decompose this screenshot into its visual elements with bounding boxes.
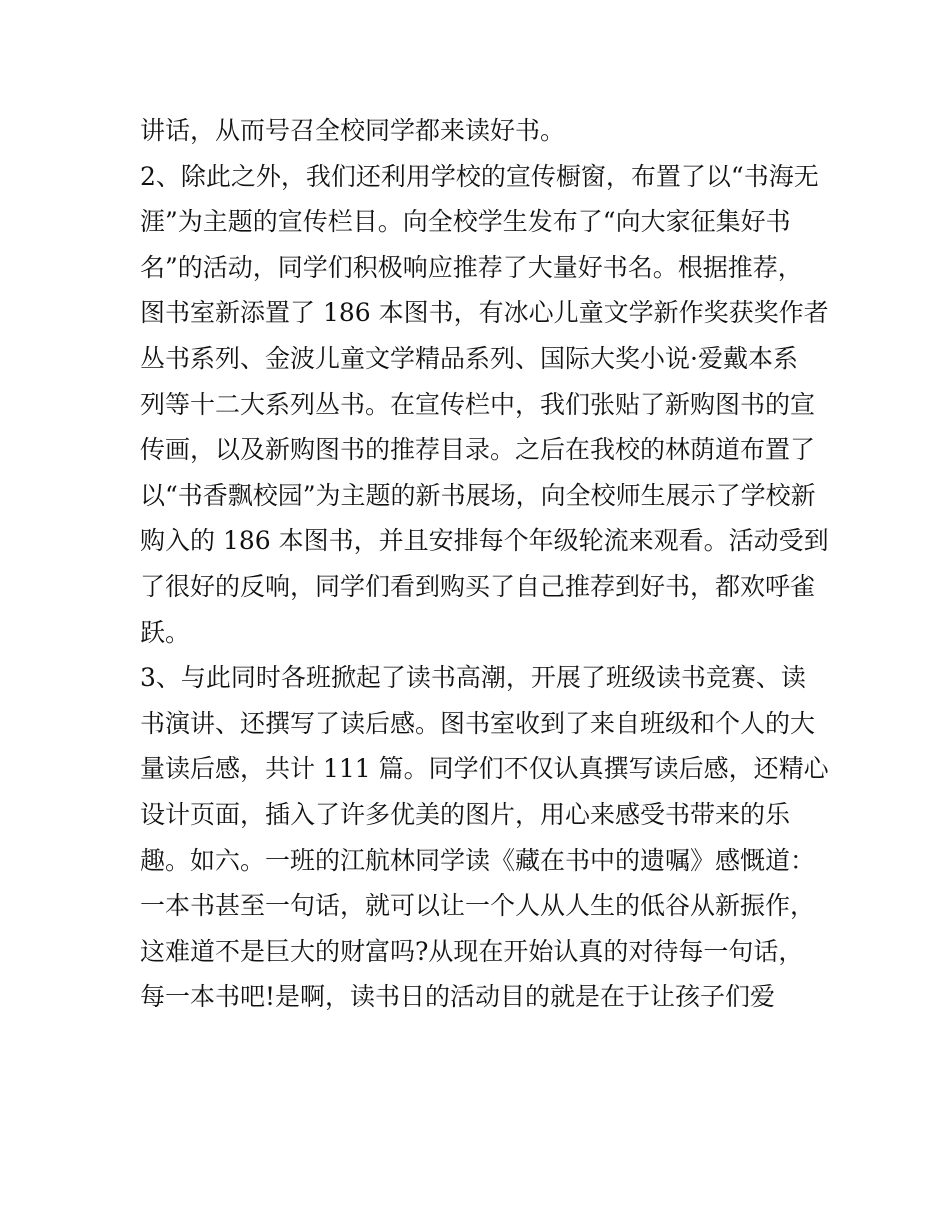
text-line: 图书室新添置了 186 本图书，有冰心儿童文学新作奖获奖作者 [140,298,829,328]
text-line: 这难道不是巨大的财富吗?从现在开始认真的对待每一句话， [140,936,804,966]
text-line: 趣。如六。一班的江航林同学读《藏在书中的遗嘱》感慨道： [140,845,816,875]
text-line: 购入的 186 本图书，并且安排每个年级轮流来观看。活动受到 [140,526,829,556]
text-line: 量读后感，共计 111 篇。同学们不仅认真撰写读后感，还精心 [140,754,829,784]
text-line: 讲话，从而号召全校同学都来读好书。 [140,116,566,145]
text-line: 一本书甚至一句话，就可以让一个人从人生的低谷从新振作， [140,891,816,921]
text-line: 了很好的反响，同学们看到购买了自己推荐到好书，都欢呼雀 [140,571,816,601]
body-text [140,108,829,1020]
text-line: 以“书香飘校园”为主题的新书展场，向全校师生展示了学校新 [140,480,816,510]
text-line: 书演讲、还撰写了读后感。图书室收到了来自班级和个人的大 [140,708,816,738]
text-line: 名”的活动，同学们积极响应推荐了大量好书名。根据推荐， [140,252,803,282]
text-line: 跃。 [140,617,191,647]
text-line: 列等十二大系列丛书。在宣传栏中，我们张贴了新购图书的宣 [140,389,816,419]
text-line: 涯”为主题的宣传栏目。向全校学生发布了“向大家征集好书 [140,207,791,237]
text-line: 3、与此同时各班掀起了读书高潮，开展了班级读书竞赛、读 [140,663,806,693]
text-line: 传画，以及新购图书的推荐目录。之后在我校的林荫道布置了 [140,435,816,465]
text-line: 2、除此之外，我们还利用学校的宣传橱窗，布置了以“书海无 [140,161,819,191]
text-line: 设计页面，插入了许多优美的图片，用心来感受书带来的乐 [140,799,791,829]
text-line: 丛书系列、金波儿童文学精品系列、国际大奖小说·爱戴本系 [140,343,798,373]
text-line: 每一本书吧!是啊，读书日的活动目的就是在于让孩子们爱 [140,982,776,1012]
